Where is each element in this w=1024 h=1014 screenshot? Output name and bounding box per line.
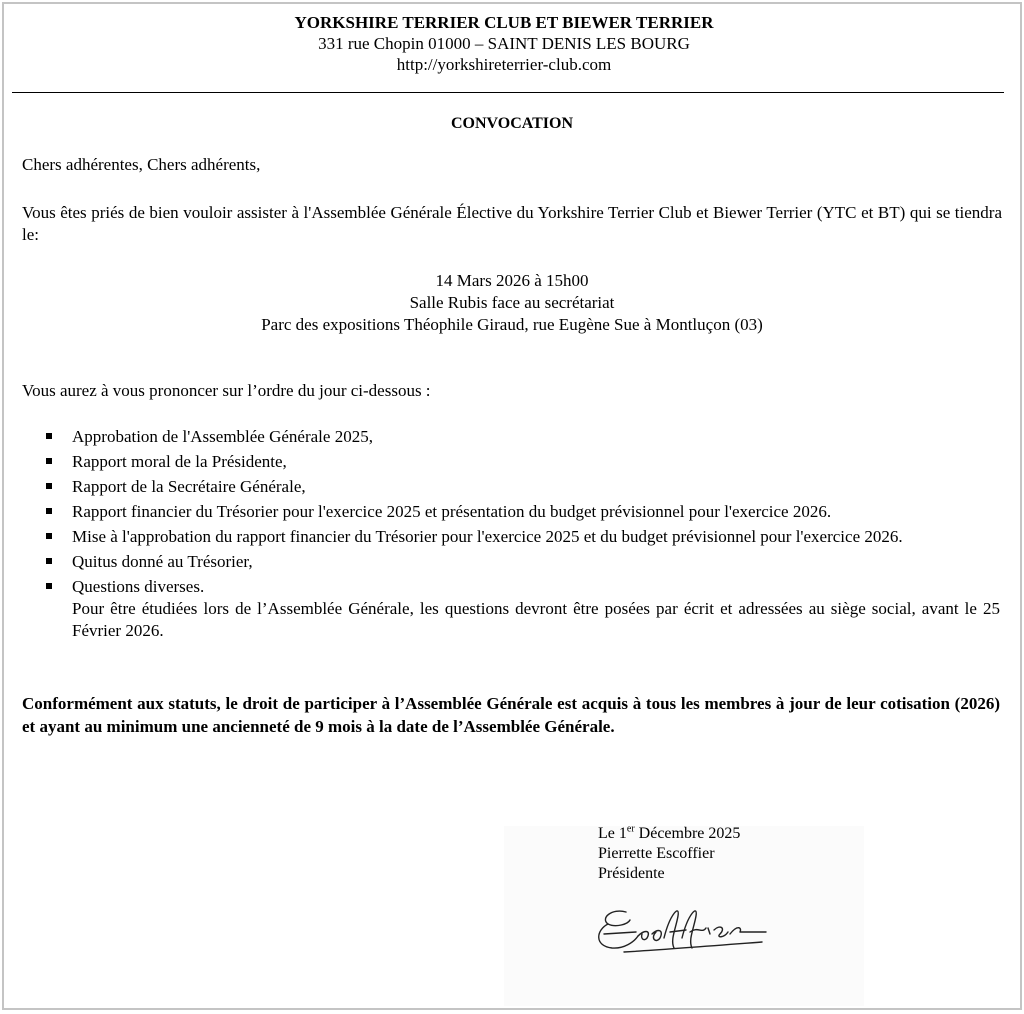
signatory-role: Présidente	[598, 865, 665, 882]
meeting-details	[4, 270, 1020, 336]
intro-paragraph: Vous êtes priés de bien vouloir assister à l'Assemblée Générale Élective du Yorkshire Terrier Club et Biewer Terrier (YTC et BT) qui se tiendra le:	[22, 203, 1002, 244]
header-divider	[12, 92, 1004, 93]
club-name: YORKSHIRE TERRIER CLUB ET BIEWER TERRIER	[294, 13, 714, 32]
agenda-intro: Vous aurez à vous prononcer sur l’ordre du jour ci-dessous :	[22, 381, 431, 400]
document-title: CONVOCATION	[450, 115, 574, 132]
agenda-item: Rapport moral de la Présidente,	[40, 451, 1000, 473]
meeting-venue: Parc des expositions Théophile Giraud, rue Eugène Sue à Montluçon (03)	[261, 315, 763, 334]
handwritten-signature	[590, 894, 770, 964]
signature-date: Le 1er Décembre 2025	[598, 823, 741, 842]
meeting-room: Salle Rubis face au secrétariat	[409, 293, 615, 312]
square-bullet-icon	[46, 533, 52, 539]
agenda-item: Rapport financier du Trésorier pour l'exercice 2025 et présentation du budget prévisionnel pour l'exercice 2026.	[40, 501, 1000, 523]
agenda-item: Rapport de la Secrétaire Générale,	[40, 476, 1000, 498]
meeting-date-time: 14 Mars 2026 à 15h00	[435, 271, 589, 290]
club-address: 331 rue Chopin 01000 – SAINT DENIS LES BOURG	[318, 34, 690, 53]
square-bullet-icon	[46, 508, 52, 514]
agenda-list	[40, 426, 1000, 642]
agenda-item: Quitus donné au Trésorier,	[40, 551, 1000, 573]
square-bullet-icon	[46, 583, 52, 589]
greeting: Chers adhérentes, Chers adhérents,	[22, 155, 261, 174]
agenda-item: Questions diverses.	[40, 576, 1000, 598]
club-website: http://yorkshireterrier-club.com	[396, 55, 612, 74]
square-bullet-icon	[46, 458, 52, 464]
agenda-item: Mise à l'approbation du rapport financier du Trésorier pour l'exercice 2025 et du budget prévisionnel pour l'exercice 2026.	[40, 526, 1000, 548]
square-bullet-icon	[46, 433, 52, 439]
square-bullet-icon	[46, 558, 52, 564]
statutes-note: Conformément aux statuts, le droit de participer à l’Assemblée Générale est acquis à tous les membres à jour de leur cotisation (2026) et ayant au minimum une ancienneté de 9 mois à la date de l’Assemblée Générale.	[22, 694, 1000, 736]
signature-block	[598, 824, 740, 884]
square-bullet-icon	[46, 483, 52, 489]
letter-page	[2, 2, 1022, 1010]
signatory-name: Pierrette Escoffier	[598, 845, 715, 862]
letterhead	[4, 12, 1004, 75]
agenda-item: Approbation de l'Assemblée Générale 2025,	[40, 426, 1000, 448]
questions-note: Pour être étudiées lors de l’Assemblée Générale, les questions devront être posées par écrit et adressées au siège social, avant le 25 Février 2026.	[72, 599, 1000, 640]
